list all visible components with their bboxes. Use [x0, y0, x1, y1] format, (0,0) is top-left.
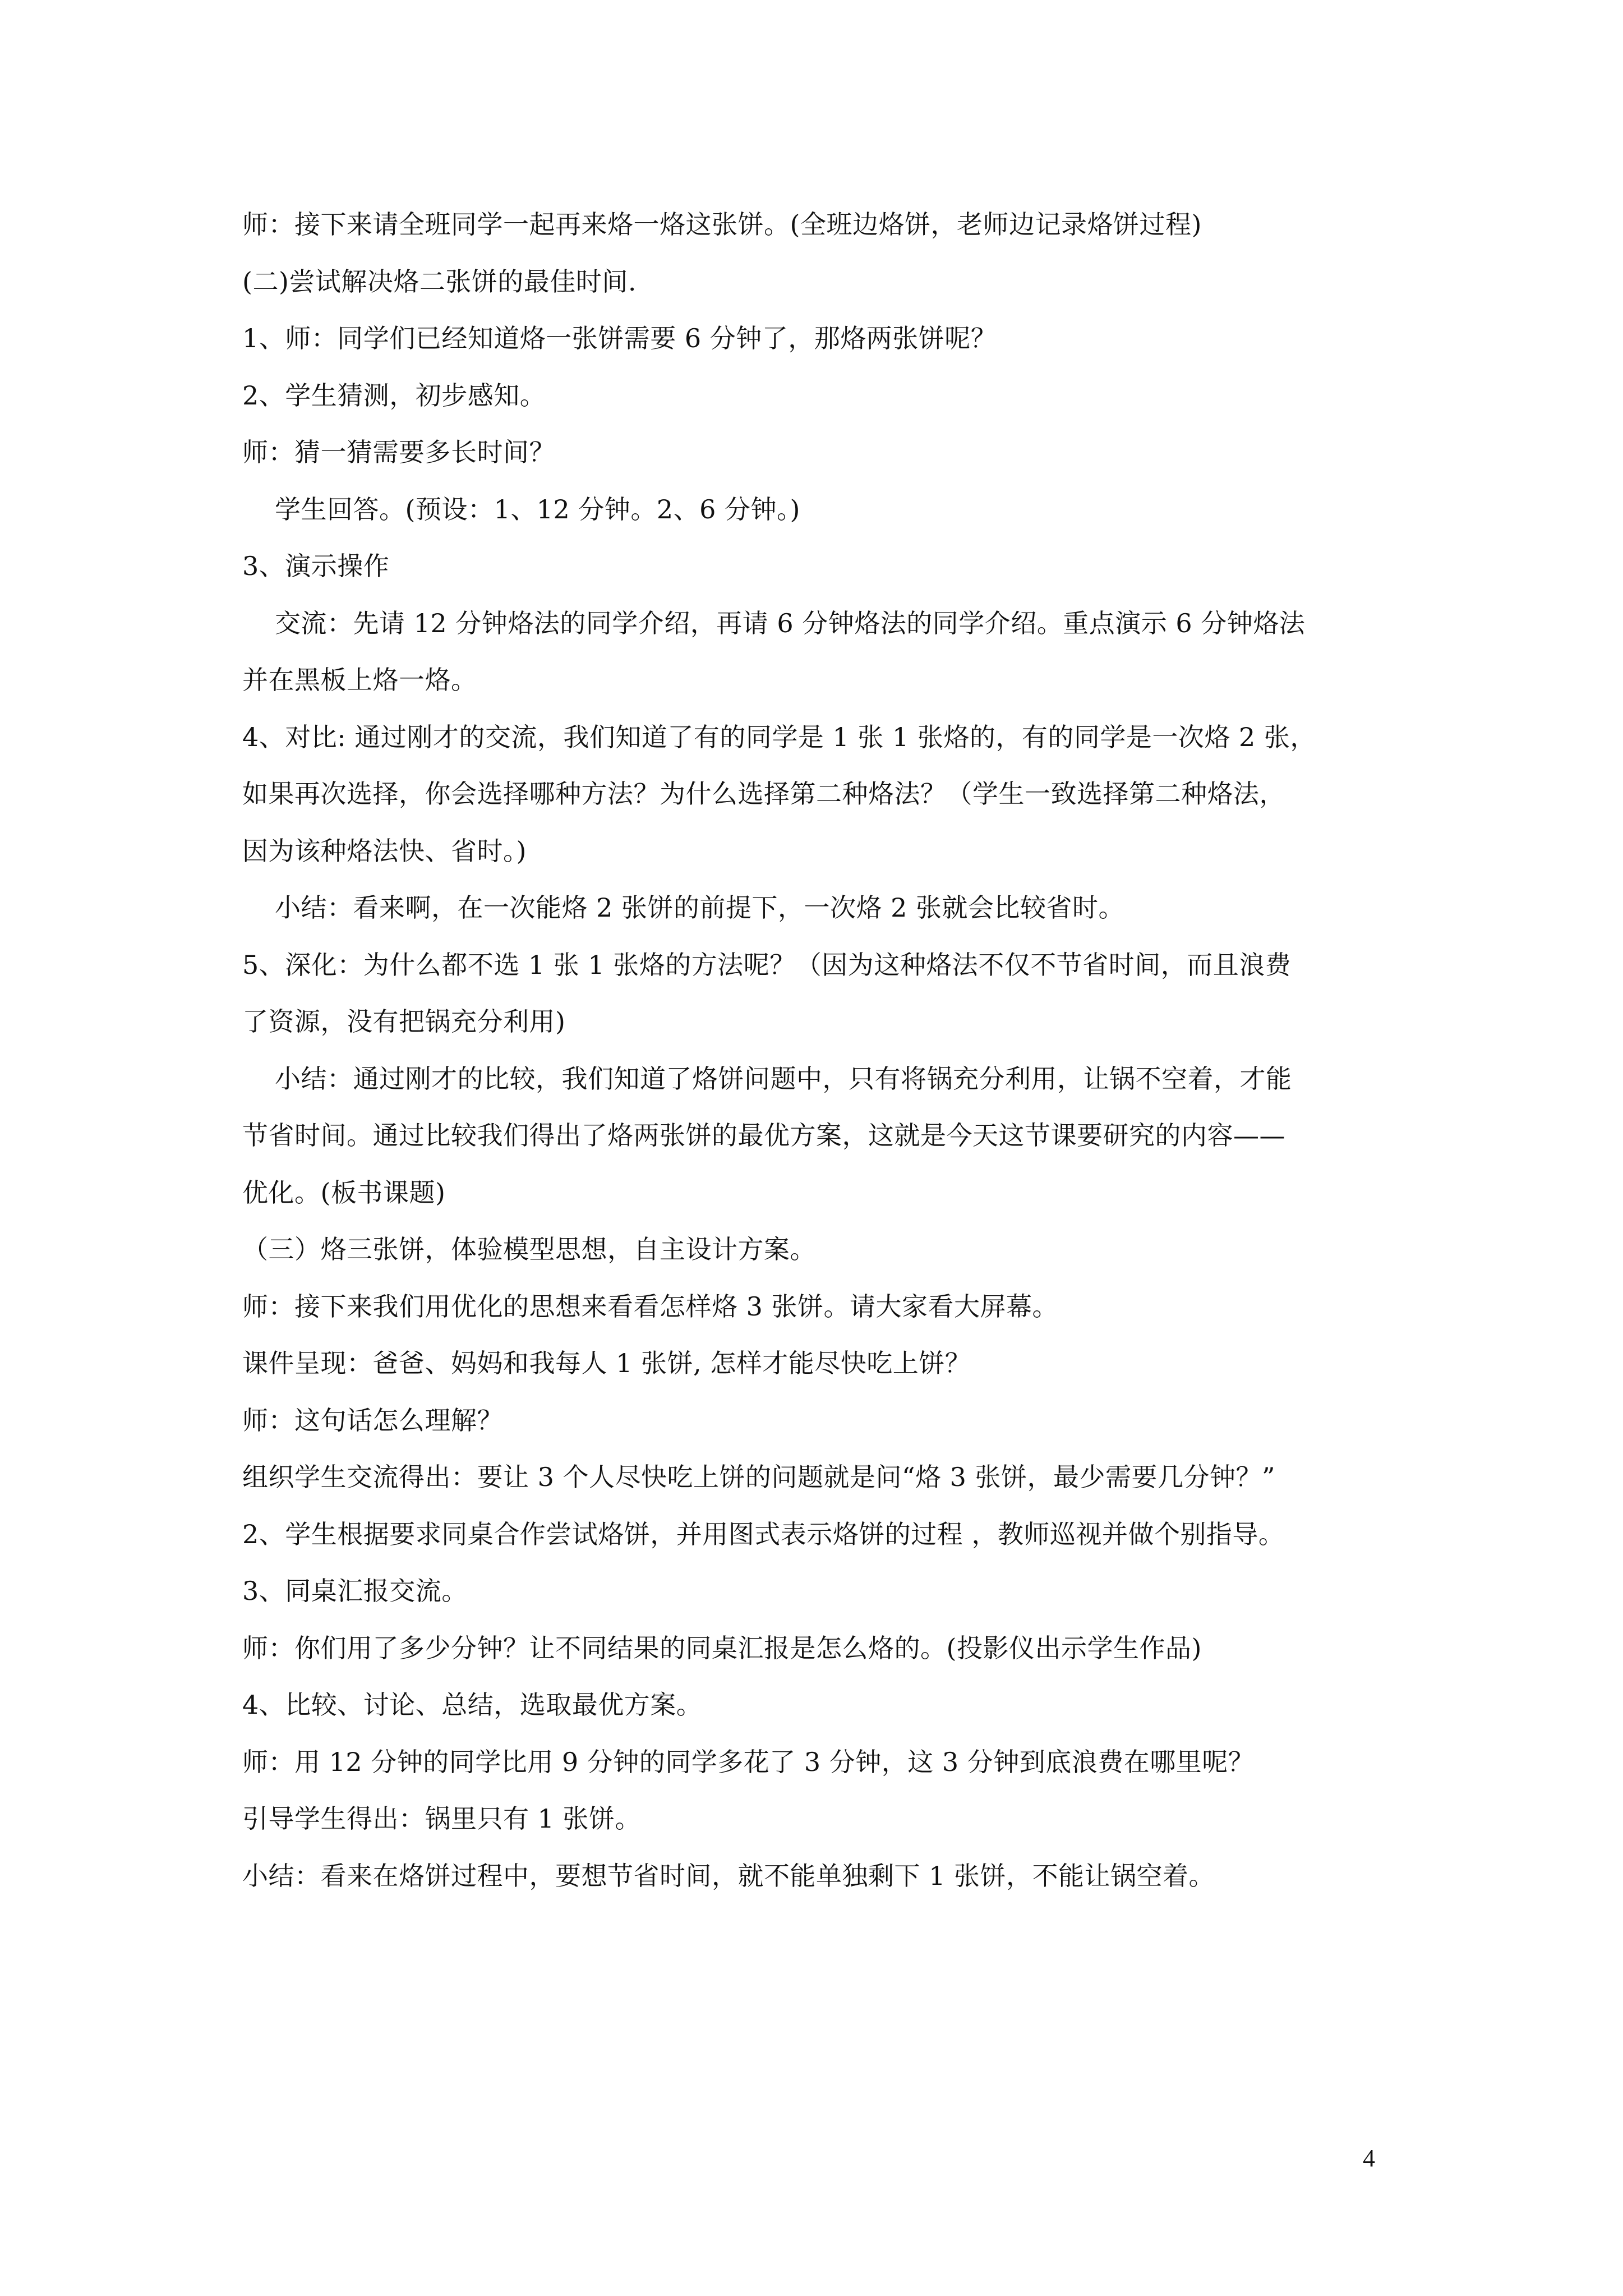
section-heading: （三）烙三张饼，体验模型思想，自主设计方案。	[242, 1234, 816, 1264]
text-line: 师：用 12 分钟的同学比用 9 分钟的同学多花了 3 分钟，这 3 分钟到底浪费在哪里呢？	[242, 1746, 1255, 1777]
text-line: 3、同桌汇报交流。	[242, 1576, 468, 1606]
text-line: 小结：看来在烙饼过程中，要想节省时间，就不能单独剩下 1 张饼，不能让锅空着。	[242, 1860, 1215, 1891]
text-line: 了资源，没有把锅充分利用)	[242, 1006, 566, 1037]
text-line: 师：你们用了多少分钟？让不同结果的同桌汇报是怎么烙的。(投影仪出示学生作品)	[242, 1632, 1202, 1663]
text-line: 节省时间。通过比较我们得出了烙两张饼的最优方案，这就是今天这节课要研究的内容——	[242, 1120, 1285, 1151]
text-line: 师：猜一猜需要多长时间？	[242, 437, 555, 467]
text-line: 4、对比: 通过刚才的交流，我们知道了有的同学是 1 张 1 张烙的，有的同学是一次烙 2 张，	[242, 721, 1316, 752]
text-line: 组织学生交流得出：要让 3 个人尽快吃上饼的问题就是问“烙 3 张饼，最少需要几分钟？”	[242, 1462, 1276, 1492]
text-line: 学生回答。(预设：1、12 分钟。2、6 分钟。)	[275, 494, 800, 524]
text-line: 引导学生得出：锅里只有 1 张饼。	[242, 1803, 642, 1834]
text-line: 5、深化：为什么都不选 1 张 1 张烙的方法呢？（因为这种烙法不仅不节省时间，而且浪费	[242, 949, 1292, 980]
section-heading: (二)尝试解决烙二张饼的最佳时间.	[242, 266, 637, 297]
text-line: 小结：看来啊，在一次能烙 2 张饼的前提下，一次烙 2 张就会比较省时。	[275, 892, 1125, 923]
text-line: 4、比较、讨论、总结，选取最优方案。	[242, 1690, 703, 1720]
document-body	[242, 209, 1398, 1917]
text-line: 并在黑板上烙一烙。	[242, 665, 477, 695]
page-number: 4	[1363, 2145, 1375, 2172]
text-line: 2、学生根据要求同桌合作尝试烙饼，并用图式表示烙饼的过程 ，教师巡视并做个别指导。	[242, 1519, 1285, 1549]
text-line: 如果再次选择，你会选择哪种方法？为什么选择第二种烙法？（学生一致选择第二种烙法，	[242, 779, 1285, 809]
text-line: 师：接下来我们用优化的思想来看看怎样烙 3 张饼。请大家看大屏幕。	[242, 1291, 1059, 1322]
text-line: 交流：先请 12 分钟烙法的同学介绍，再请 6 分钟烙法的同学介绍。重点演示 6 分钟烙法	[275, 608, 1306, 638]
text-line: 3、演示操作	[242, 551, 390, 581]
text-line: 师：接下来请全班同学一起再来烙一烙这张饼。(全班边烙饼，老师边记录烙饼过程)	[242, 209, 1202, 240]
text-line: 课件呈现：爸爸、妈妈和我每人 1 张饼, 怎样才能尽快吃上饼？	[242, 1348, 971, 1378]
text-line: 因为该种烙法快、省时。)	[242, 835, 527, 866]
text-line: 2、学生猜测，初步感知。	[242, 380, 546, 411]
text-line: 师：这句话怎么理解？	[242, 1405, 503, 1435]
text-line: 小结：通过刚才的比较，我们知道了烙饼问题中，只有将锅充分利用，让锅不空着，才能	[275, 1063, 1292, 1094]
text-line: 优化。(板书课题)	[242, 1177, 446, 1208]
text-line: 1、师：同学们已经知道烙一张饼需要 6 分钟了，那烙两张饼呢？	[242, 323, 997, 353]
